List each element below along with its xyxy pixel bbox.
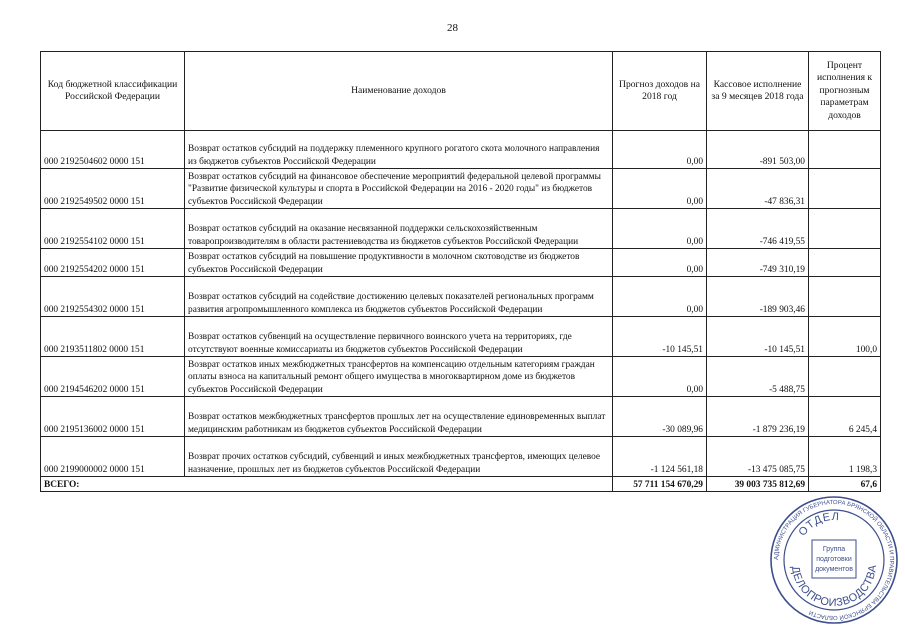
row-percent (809, 169, 881, 209)
row-cash: -891 503,00 (707, 131, 809, 169)
row-cash: -749 310,19 (707, 249, 809, 277)
row-name: Возврат остатков субсидий на содействие достижению целевых показателей региональных программ развития агропромышленного комплекса из бюджетов субъектов Российской Федерации (185, 277, 613, 317)
table-row (41, 437, 881, 477)
row-code: 000 2199000002 0000 151 (41, 437, 185, 477)
office-stamp (768, 494, 900, 626)
row-name: Возврат остатков иных межбюджетных трансфертов на компенсацию отдельным категориям граждан оплаты взноса на капитальный ремонт общего имущества в многоквартирном доме из бюджетов субъектов Российской Федерации (185, 357, 613, 397)
header-forecast: Прогноз доходов на 2018 год (613, 52, 707, 131)
row-percent: 100,0 (809, 317, 881, 357)
total-cash: 39 003 735 812,69 (707, 477, 809, 492)
table-row (41, 357, 881, 397)
stamp-center-1: Группа (822, 546, 846, 553)
row-name: Возврат остатков субвенций на осуществление первичного воинского учета на территориях, где отсутствуют военные комиссариаты из бюджетов субъектов Российской Федерации (185, 317, 613, 357)
row-percent (809, 357, 881, 397)
table-row (41, 397, 881, 437)
row-code: 000 2192554202 0000 151 (41, 249, 185, 277)
table-row (41, 209, 881, 249)
row-cash: -13 475 085,75 (707, 437, 809, 477)
stamp-bottom: ДЕЛОПРОИЗВОДСТВА (788, 563, 880, 610)
table-row (41, 277, 881, 317)
header-name: Наименование доходов (185, 52, 613, 131)
header-cash: Кассовое исполнение за 9 месяцев 2018 года (707, 52, 809, 131)
row-name: Возврат остатков субсидий на оказание несвязанной поддержки сельскохозяйственным товаропроизводителям в области растениеводства из бюджетов субъектов Российской Федерации (185, 209, 613, 249)
row-forecast: -10 145,51 (613, 317, 707, 357)
row-percent (809, 277, 881, 317)
stamp-center-2: подготовки (816, 556, 852, 563)
total-percent: 67,6 (809, 477, 881, 492)
row-name: Возврат остатков субсидий на финансовое обеспечение мероприятий федеральной целевой программы "Развитие физической культуры и спорта в Российской Федерации на 2016 - 2020 годы" из бюджетов субъектов Российской Федерации (185, 169, 613, 209)
row-cash: -5 488,75 (707, 357, 809, 397)
row-percent: 1 198,3 (809, 437, 881, 477)
row-cash: -1 879 236,19 (707, 397, 809, 437)
row-percent (809, 131, 881, 169)
table-header-row (41, 52, 881, 131)
total-forecast: 57 711 154 670,29 (613, 477, 707, 492)
row-cash: -47 836,31 (707, 169, 809, 209)
row-name: Возврат остатков субсидий на поддержку племенного крупного рогатого скота молочного направления из бюджетов субъектов Российской Федерации (185, 131, 613, 169)
row-forecast: 0,00 (613, 357, 707, 397)
row-forecast: 0,00 (613, 209, 707, 249)
row-cash: -746 419,55 (707, 209, 809, 249)
stamp-dept: ОТДЕЛ (796, 510, 841, 539)
row-code: 000 2194546202 0000 151 (41, 357, 185, 397)
row-code: 000 2192554102 0000 151 (41, 209, 185, 249)
table-row (41, 249, 881, 277)
header-code: Код бюджетной классификации Российской Федерации (41, 52, 185, 131)
row-forecast: 0,00 (613, 277, 707, 317)
stamp-center-3: документов (815, 566, 853, 573)
row-percent (809, 249, 881, 277)
row-name: Возврат прочих остатков субсидий, субвенций и иных межбюджетных трансфертов, имеющих целевое назначение, прошлых лет из бюджетов субъектов Российской Федерации (185, 437, 613, 477)
row-name: Возврат остатков субсидий на повышение продуктивности в молочном скотоводстве из бюджетов субъектов Российской Федерации (185, 249, 613, 277)
header-percent: Процент исполнения к прогнозным параметрам доходов (809, 52, 881, 131)
total-row (41, 477, 881, 492)
page-number: 28 (447, 22, 458, 34)
table-row (41, 131, 881, 169)
row-cash: -10 145,51 (707, 317, 809, 357)
row-code: 000 2192554302 0000 151 (41, 277, 185, 317)
row-code: 000 2193511802 0000 151 (41, 317, 185, 357)
row-percent: 6 245,4 (809, 397, 881, 437)
table-row (41, 169, 881, 209)
row-forecast: -30 089,96 (613, 397, 707, 437)
stamp-ring-text: АДМИНИСТРАЦИЯ ГУБЕРНАТОРА БРЯНСКОЙ ОБЛАСТИ И ПРАВИТЕЛЬСТВА БРЯНСКОЙ ОБЛАСТИ (773, 499, 895, 621)
row-code: 000 2195136002 0000 151 (41, 397, 185, 437)
row-forecast: -1 124 561,18 (613, 437, 707, 477)
row-forecast: 0,00 (613, 131, 707, 169)
row-code: 000 2192504602 0000 151 (41, 131, 185, 169)
row-forecast: 0,00 (613, 249, 707, 277)
table-row (41, 317, 881, 357)
row-code: 000 2192549502 0000 151 (41, 169, 185, 209)
total-label: ВСЕГО: (41, 477, 613, 492)
revenue-table (40, 51, 881, 492)
row-name: Возврат остатков межбюджетных трансфертов прошлых лет на осуществление единовременных выплат медицинским работникам из бюджетов субъектов Российской Федерации (185, 397, 613, 437)
row-forecast: 0,00 (613, 169, 707, 209)
row-percent (809, 209, 881, 249)
row-cash: -189 903,46 (707, 277, 809, 317)
